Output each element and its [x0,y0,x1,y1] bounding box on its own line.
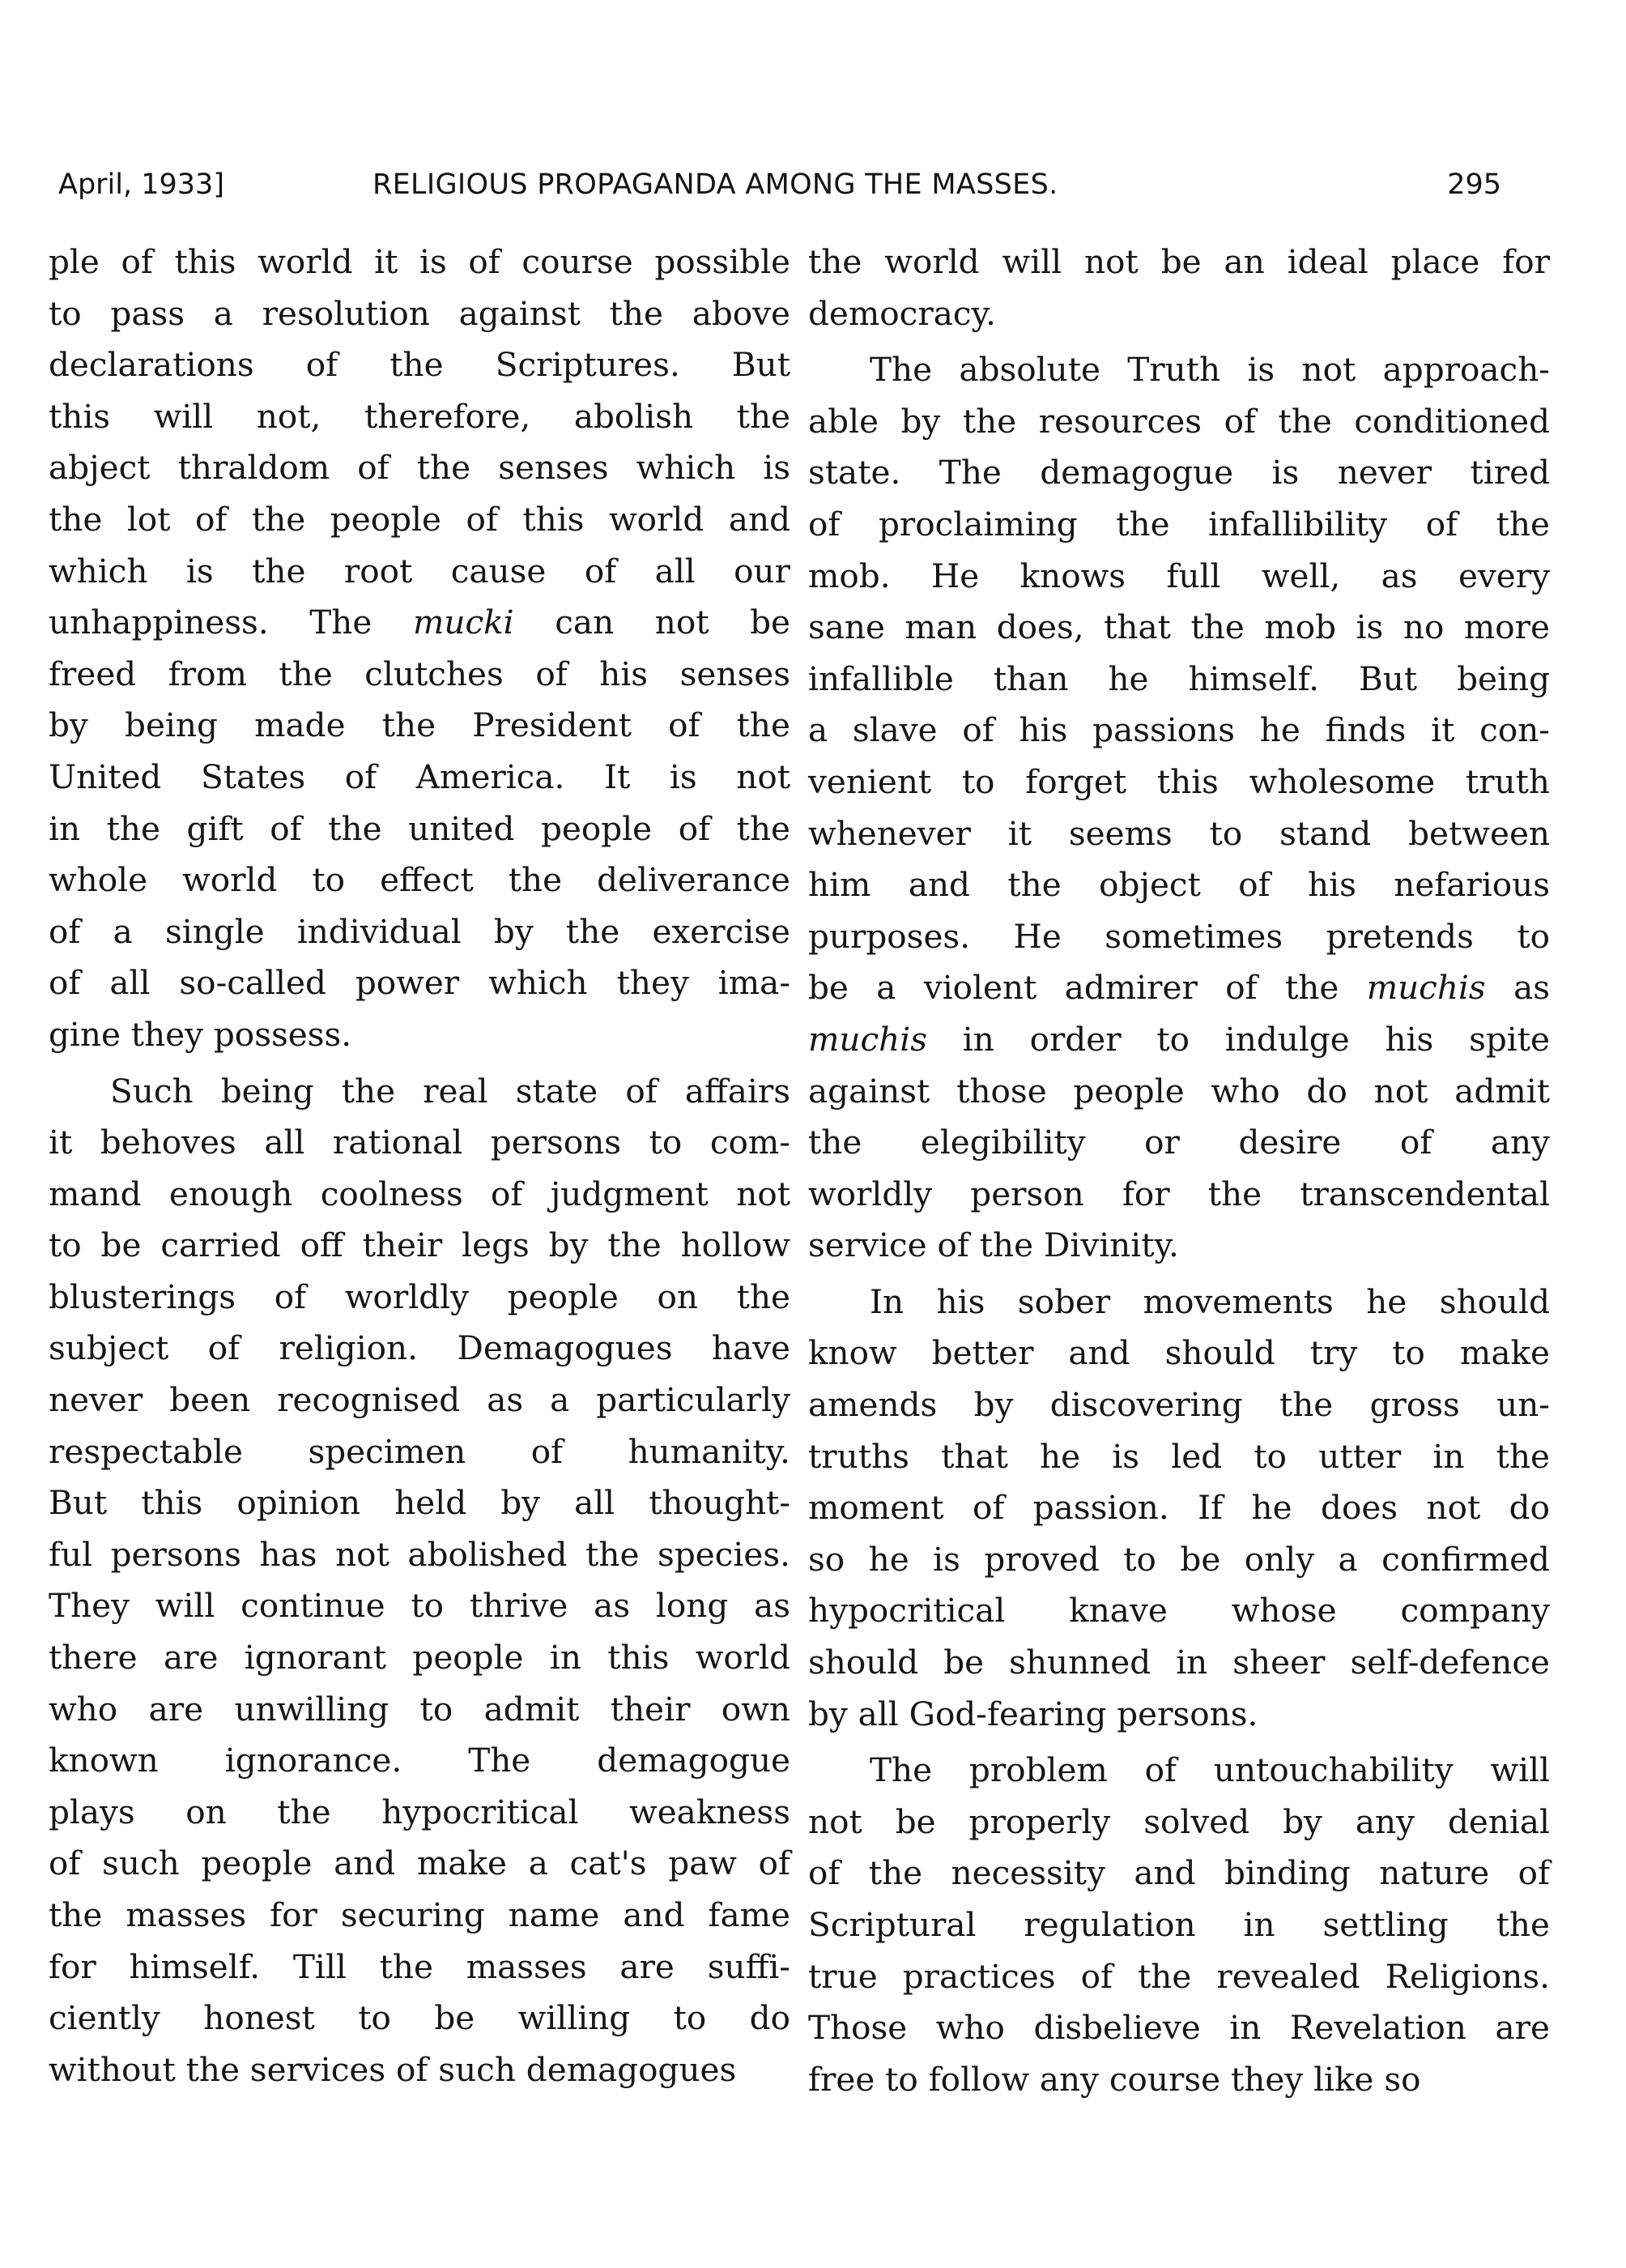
text-line: who are unwilling to admit their own [49,1689,790,1729]
text-line: infallible than he himself. But being [808,659,1550,698]
text-line: purposes. He sometimes pretends to [808,916,1550,956]
text-line: know better and should try to make [808,1333,1550,1373]
text-line: never been recognised as a particularly [49,1380,790,1420]
left-column [49,237,790,2095]
article-title: RELIGIOUS PROPAGANDA AMONG THE MASSES. [372,168,1058,201]
text-line: The problem of untouchability will [870,1750,1550,1790]
running-header [58,160,1501,209]
text-line: the lot of the people of this world and [49,499,790,539]
text-line: worldly person for the transcendental [808,1174,1550,1213]
text-line: not be properly solved by any denial [808,1801,1550,1841]
text-line: state. The demagogue is never tired [808,453,1550,492]
text-line: true practices of the revealed Religions. [808,1956,1550,1996]
text-line: Scriptural regulation in settling the [808,1905,1550,1944]
text-line: free to follow any course they like so [808,2059,1421,2099]
text-line: blusterings of worldly people on the [49,1277,790,1316]
text-line: so he is proved to be only a confirmed [808,1539,1550,1579]
text-line: in the gift of the united people of the [49,808,790,848]
text-line: unhappiness. The mucki can not be [49,603,790,642]
text-line: it behoves all rational persons to com- [49,1123,790,1162]
text-line: be a violent admirer of the muchis as [808,968,1551,1008]
text-line: truths that he is led to utter in the [808,1436,1550,1476]
text-line: whole world to effect the deliverance [49,860,790,900]
text-line: ple of this world it is of course possible [49,242,790,281]
text-line: Such being the real state of affairs [110,1071,790,1111]
right-column [808,237,1550,2105]
text-line: to be carried off their legs by the hollow [49,1226,790,1265]
text-line: should be shunned in sheer self-defence [808,1643,1550,1682]
text-line: mob. He knows full well, as every [808,556,1550,595]
text-line: by being made the President of the [49,706,790,745]
text-line: service of the Divinity. [808,1226,1179,1265]
paragraph [49,1066,790,2096]
text-line: United States of America. It is not [49,757,790,796]
text-line: mand enough coolness of judgment not [49,1174,790,1213]
text-line: freed from the clutches of his senses [49,654,790,693]
text-line: of such people and make a cat's paw of [49,1844,790,1883]
text-line: respectable specimen of humanity. [49,1431,790,1471]
text-line: by all God-fearing persons. [808,1694,1258,1733]
text-line: declarations of the Scriptures. But [49,345,790,385]
text-line: In his sober movements he should [870,1281,1550,1321]
text-line: to pass a resolution against the above [49,293,790,333]
text-line: democracy. [808,293,996,333]
paragraph [49,237,790,1061]
text-line: hypocritical knave whose company [808,1591,1550,1631]
text-line: the elegibility or desire of any [808,1123,1550,1162]
text-line: ful persons has not abolished the species. [49,1534,790,1574]
text-line: of all so-called power which they ima- [49,963,790,1003]
text-line: without the services of such demagogues [49,2049,737,2089]
paragraph [808,237,1550,339]
text-line: him and the object of his nefarious [808,865,1550,905]
text-line: moment of passion. If he does not do [808,1488,1550,1528]
text-line: They will continue to thrive as long as [49,1586,790,1626]
text-line: of a single individual by the exercise [49,911,790,951]
text-line: there are ignorant people in this world [49,1638,790,1678]
text-line: The absolute Truth is not approach- [870,350,1550,390]
text-line: this will not, therefore, abolish the [49,396,790,436]
text-line: a slave of his passions he finds it con- [808,710,1550,750]
page-number: 295 [1447,168,1501,201]
text-line: muchis in order to indulge his spite [808,1019,1550,1059]
text-line: whenever it seems to stand between [808,813,1550,853]
paragraph [808,1277,1550,1740]
text-line: of proclaiming the infallibility of the [808,504,1550,544]
text-line: sane man does, that the mob is no more [808,608,1550,647]
text-line: subject of religion. Demagogues have [49,1328,790,1368]
paragraph [808,1745,1550,2105]
text-line: abject thraldom of the senses which is [49,448,790,488]
text-line: which is the root cause of all our [49,551,790,590]
text-line: of the necessity and binding nature of [808,1853,1550,1893]
text-line: Those who disbelieve in Revelation are [808,2008,1550,2048]
text-line: plays on the hypocritical weakness [49,1792,790,1831]
paragraph [808,344,1550,1272]
text-line: able by the resources of the conditioned [808,401,1550,441]
text-line: But this opinion held by all thought- [49,1483,790,1523]
text-line: for himself. Till the masses are suffi- [49,1946,790,1986]
text-line: amends by discovering the gross un- [808,1385,1550,1425]
text-line: gine they possess. [49,1014,352,1054]
issue-date: April, 1933] [58,168,224,201]
text-line: the masses for securing name and fame [49,1895,790,1934]
text-line: known ignorance. The demagogue [49,1741,790,1780]
text-line: against those people who do not admit [808,1071,1550,1111]
text-line: ciently honest to be willing to do [49,1998,790,2038]
text-line: venient to forget this wholesome truth [808,761,1550,801]
text-line: the world will not be an ideal place for [808,242,1550,281]
